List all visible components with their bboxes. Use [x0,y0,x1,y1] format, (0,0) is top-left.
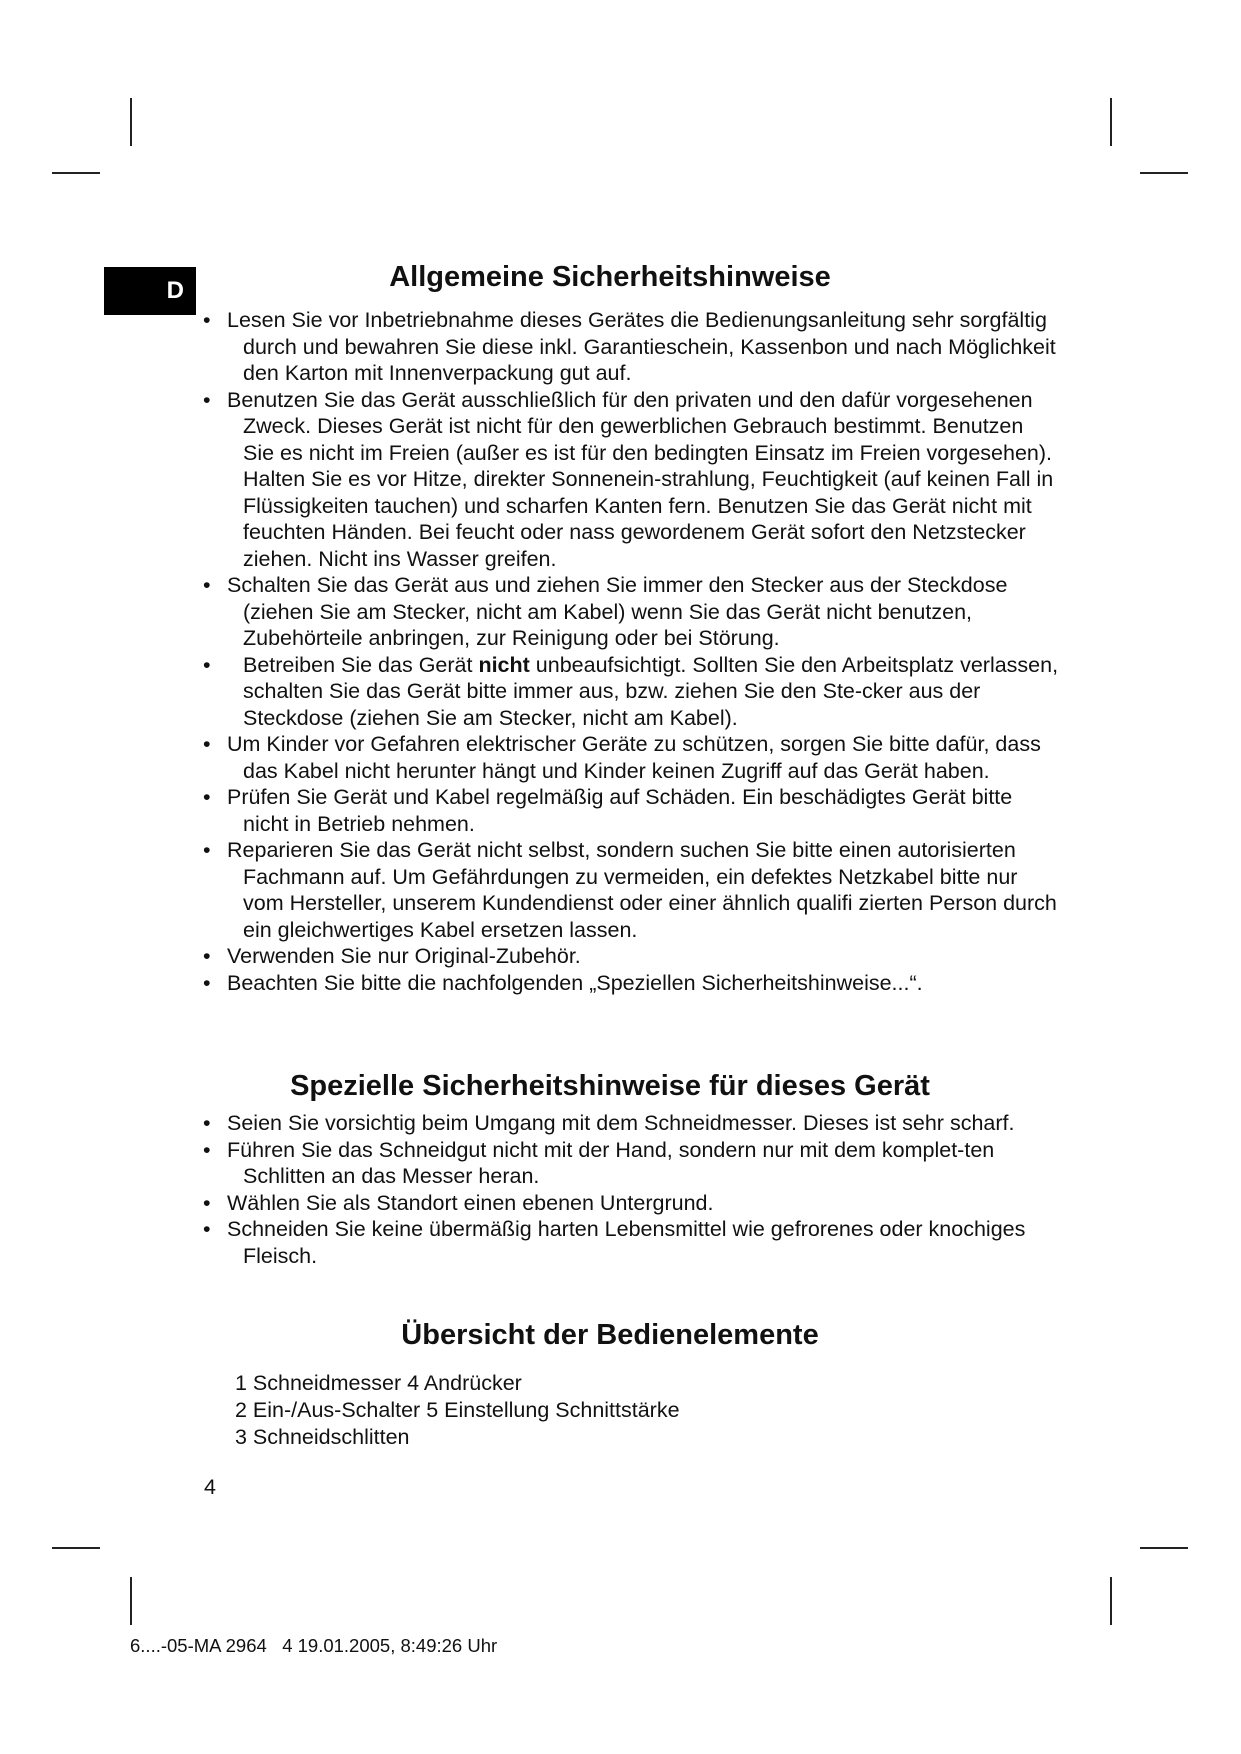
heading-general-safety: Allgemeine Sicherheitshinweise [389,261,831,293]
list-item [200,652,1060,732]
item-emphasis: nicht [478,652,530,677]
special-safety-list [200,1110,1060,1269]
crop-mark-bottom-right-horizontal [1140,1547,1188,1549]
list-item: • Wählen Sie als Standort einen ebenen Untergrund. [200,1190,1060,1217]
list-item: • Prüfen Sie Gerät und Kabel regelmäßig auf Schäden. Ein beschädigtes Gerät bitte nicht in Betrieb nehmen. [200,784,1060,837]
print-footer: 6....-05-MA 2964 4 19.01.2005, 8:49:26 Uhr [130,1635,498,1656]
list-item: • Lesen Sie vor Inbetriebnahme dieses Gerätes die Bedienungsanleitung sehr sorgfältig durch und bewahren Sie diese inkl. Garantieschein, Kassenbon und nach Möglichkeit den Karton mit Innenverpackung gut auf. [200,307,1060,387]
crop-mark-bottom-left-vertical [130,1577,132,1625]
list-item: • Verwenden Sie nur Original-Zubehör. [200,943,1060,970]
heading-controls-overview: Übersicht der Bedienelemente [401,1319,819,1351]
list-item: • Schneiden Sie keine übermäßig harten Lebensmittel wie gefrorenes oder knochiges Fleisch. [200,1216,1060,1269]
crop-mark-top-right-vertical [1110,98,1112,146]
item-text: unbeaufsichtigt. Sollten Sie den Arbeitsplatz verlassen, schalten Sie das Gerät bitte immer aus, bzw. ziehen Sie den Ste-cker aus der Steckdose (ziehen Sie am Stecker, nicht am Kabel). [243,652,1059,730]
crop-mark-top-left-vertical [130,98,132,146]
controls-line: 2 Ein-/Aus-Schalter 5 Einstellung Schnittstärke [235,1398,680,1422]
list-item: • Reparieren Sie das Gerät nicht selbst, sondern suchen Sie bitte einen autorisierten Fachmann auf. Um Gefährdungen zu vermeiden, ein defektes Netzkabel bitte nur vom Hersteller, unserem Kundendienst oder einer ähnlich qualifi zierten Person durch ein gleichwertiges Kabel ersetzen lassen. [200,837,1060,943]
list-item: • Um Kinder vor Gefahren elektrischer Geräte zu schützen, sorgen Sie bitte dafür, dass das Kabel nicht herunter hängt und Kinder keinen Zugriff auf das Gerät haben. [200,731,1060,784]
language-tab: D [104,267,196,315]
list-item: • Beachten Sie bitte die nachfolgenden „Speziellen Sicherheitshinweise...“. [200,970,1060,997]
list-item: • Schalten Sie das Gerät aus und ziehen Sie immer den Stecker aus der Steckdose (ziehen Sie am Stecker, nicht am Kabel) wenn Sie das Gerät nicht benutzen, Zubehörteile anbringen, zur Reinigung oder bei Störung. [200,572,1060,652]
item-text: Betreiben Sie das Gerät [243,652,479,677]
crop-mark-bottom-right-vertical [1110,1577,1112,1625]
general-safety-list [200,307,1060,996]
list-item: • Führen Sie das Schneidgut nicht mit der Hand, sondern nur mit dem komplet-ten Schlitten an das Messer heran. [200,1137,1060,1190]
crop-mark-bottom-left-horizontal [52,1547,100,1549]
crop-mark-top-left-horizontal [52,172,100,174]
crop-mark-top-right-horizontal [1140,172,1188,174]
list-item: • Benutzen Sie das Gerät ausschließlich für den privaten und den dafür vorgesehenen Zweck. Dieses Gerät ist nicht für den gewerblichen Gebrauch bestimmt. Benutzen Sie es nicht im Freien (außer es ist für den bedingten Einsatz im Freien vorgesehen). Halten Sie es vor Hitze, direkter Sonnenein-strahlung, Feuchtigkeit (auf keinen Fall in Flüssigkeiten tauchen) und scharfen Kanten fern. Benutzen Sie das Gerät nicht mit feuchten Händen. Bei feucht oder nass gewordenem Gerät sofort den Netzstecker ziehen. Nicht ins Wasser greifen. [200,387,1060,573]
controls-line: 1 Schneidmesser 4 Andrücker [235,1371,522,1395]
controls-line: 3 Schneidschlitten [235,1425,410,1449]
page-number: 4 [204,1475,216,1499]
controls-list [235,1370,935,1451]
heading-special-safety: Spezielle Sicherheitshinweise für dieses Gerät [290,1070,930,1102]
list-item: • Seien Sie vorsichtig beim Umgang mit dem Schneidmesser. Dieses ist sehr scharf. [200,1110,1060,1137]
